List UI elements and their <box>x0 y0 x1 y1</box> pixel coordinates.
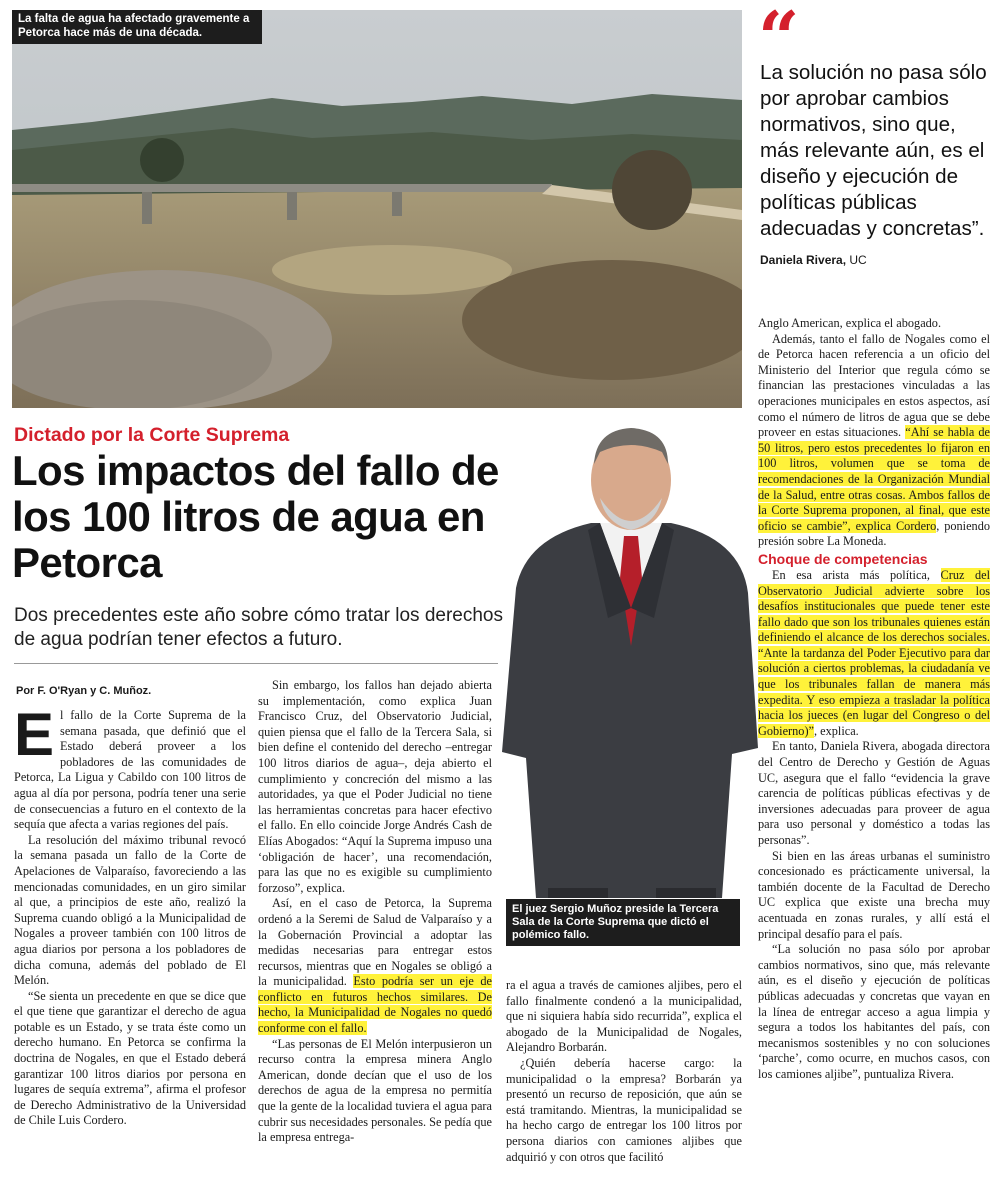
paragraph: La resolución del máximo tribunal revocó la semana pasada un fallo de la Corte de Apelaciones de Valparaíso, favoreciendo a las mencionadas comunidades, en un giro similar al que, a principios de este año, realizó la Suprema cuando obligó a la Municipalidad de Nogales a proveer también con 100 litros de agua diarios por persona a los pobladores de dicha comuna, además del poblado de El Melón. <box>14 832 246 988</box>
paragraph: En tanto, Daniela Rivera, abogada directora del Centro de Derecho y Gestión de Aguas UC, asegura que el fallo “evidencia la grave carencia de políticas públicas efectivas y de inversiones adecuadas para proveer de agua para uso personal y doméstico a todas las personas”. <box>758 739 990 847</box>
column-2 <box>258 678 492 1146</box>
kicker: Dictado por la Corte Suprema <box>14 424 290 446</box>
highlighted-text: Esto podría ser un eje de conflicto en futuros hechos similares. De hecho, la Municipalidad de Nogales no quedó conforme con el fallo. <box>258 974 492 1036</box>
paragraph-text: , poniendo presión sobre La Moneda. <box>758 518 990 549</box>
paragraph: ra el agua a través de camiones aljibes, pero el fallo finalmente condenó a la municipalidad, que ni siquiera había sido recurrida”, explica el abogado de la Municipalidad de Nogales, Alejandro Borbarán. <box>506 978 742 1055</box>
paragraph-text: En esa arista más política, <box>772 567 930 582</box>
column-4 <box>758 316 990 1083</box>
photo-caption: La falta de agua ha afectado gravemente a Petorca hace más de una década. <box>12 10 262 44</box>
paragraph: Anglo American, explica el abogado. <box>758 316 942 330</box>
paragraph: Si bien en las áreas urbanas el suministro concesionado es prácticamente universal, la también docente de la Facultad de Derecho UC explica que existe una brecha muy acentuada en zonas rurales, y allí está el principal desafío para el país. <box>758 848 990 941</box>
byline: Por F. O'Ryan y C. Muñoz. <box>16 685 152 697</box>
dry-riverbed-illustration <box>12 10 742 408</box>
portrait-photo <box>496 418 766 898</box>
paragraph-text: Así, en el caso de Petorca, la Suprema ordenó a la Seremi de Salud de Valparaíso y a la Gobernación Provincial a adoptar las medidas necesarias para entregar estos recursos, mientras que en Nogales se obligó a la municipalidad. <box>258 896 492 989</box>
paragraph: “Las personas de El Melón interpusieron un recurso contra la empresa minera Anglo American, donde decían que el uso de los derechos de agua de la empresa no permitía que la gente de la localidad tuviera el agua para cubrir sus necesidades personales. Se pedía que la empresa entrega- <box>258 1036 492 1145</box>
landscape-photo <box>12 10 742 408</box>
highlighted-text: Cruz del Observatorio Judicial advierte sobre los desafíos institucionales que puede tener este fallo dado que son los tribunales quienes están definiendo el alcance de los derechos sociales. “Ante la tardanza del Poder Ejecutivo para dar solución a ciertos problemas, la ciudadanía ve que los tribunales fallan de manera más expedita. Y eso empieza a trasladar la política hacia los jueces (en lugar del Congreso o del Gobierno)” <box>758 567 990 738</box>
portrait-caption: El juez Sergio Muñoz preside la Tercera Sala de la Corte Suprema que dictó el polémico fallo. <box>506 899 740 946</box>
quote-author-org: UC <box>849 253 867 267</box>
paragraph <box>14 701 246 833</box>
paragraph <box>758 332 990 550</box>
judge-portrait-illustration <box>496 418 766 898</box>
pull-quote: La solución no pasa sólo por aprobar cambios normativos, sino que, más relevante aún, es el diseño y ejecución de políticas públicas adecuadas y concretas”. <box>760 61 987 240</box>
column-1 <box>14 701 246 1129</box>
subheading: Choque de competencias <box>758 550 928 567</box>
paragraph: “La solución no pasa sólo por aprobar cambios normativos, sino que, más relevante aún, es el diseño y ejecución de políticas públicas adecuadas y concretas que vayan en la línea de entregar acceso a agua limpia y segura a todos los habitantes del país, con mecanismos sostenibles y no con soluciones ‘parche’, como ocurre, en muchos casos, con los camiones aljibe”, puntualiza Rivera. <box>758 942 990 1081</box>
paragraph: “Se sienta un precedente en que se dice que el que tiene que garantizar el derecho de agua potable es un Estado, y se trata éste como un derecho humano. En Petorca se confirma la doctrina de Nogales, en que el Estado deberá garantizar 100 litros diarios por persona en lugares de sequía extrema”, afirma el profesor de Derecho Administrativo de la Universidad de Chile Luis Cordero. <box>14 988 246 1128</box>
drop-cap: E <box>14 701 55 768</box>
paragraph-text: , explica. <box>814 723 859 738</box>
paragraph-text: Además, tanto el fallo de Nogales como el de Petorca hacen referencia a un oficio del Ministerio del Interior que regula cómo se financian las prestaciones vinculadas a las operaciones municipales en estos aspectos, así como el número de litros de agua que se debe proveer en estas situaciones. <box>758 331 990 440</box>
paragraph <box>758 568 990 740</box>
paragraph <box>258 896 492 1036</box>
paragraph: ¿Quién debería hacerse cargo: la municipalidad o la empresa? Borbarán ya presentó un recurso de reposición, que aún se está tramitando. Mientras, la municipalidad se ha hecho cargo de entregar los 100 litros por persona diarios con camiones aljibes que adquirió y con otros que facilitó <box>506 1055 742 1164</box>
column-3 <box>506 978 742 1165</box>
quote-author <box>760 253 867 267</box>
quote-author-name: Daniela Rivera, <box>760 253 847 267</box>
divider <box>14 663 498 664</box>
paragraph: Sin embargo, los fallos han dejado abierta su implementación, como explica Juan Francisco Cruz, del Observatorio Judicial, quien piensa que el fallo de la Tercera Sala, si bien define el contenido del derecho –entregar 100 litros diarios de agua–, deja abierto el cumplimiento y concreción del mismo a las autoridades, ya que el Poder Judicial no tiene las herramientas concretas para hacer efectivo el fallo. En ello coincide Jorge Andrés Cash de Elías Abogados: “Aquí la Suprema impuso una ‘obligación de hacer’, una recomendación, para las que no es exigible su cumplimiento forzoso”, explica. <box>258 678 492 895</box>
highlighted-text: “Ahí se habla de 50 litros, pero estos precedentes lo fijaron en 100 litros, volumen que se toma de recomendaciones de la Organización Mundial de la Salud, entre otras cosas. Ambos fallos de la Corte Suprema proponen, al final, que este oficio se cambie”, explica Cordero <box>758 425 991 533</box>
deck: Dos precedentes este año sobre cómo tratar los derechos de agua podrían tener efectos a futuro. <box>14 605 503 650</box>
paragraph-text: l fallo de la Corte Suprema de la semana pasada, que definió que el Estado deberá proveer a los pobladores de las comunidades de Petorca, La Ligua y Cabildo con 100 litros de agua al día por persona, podría tener una serie de consecuencias a futuro en el contexto de la sequía que afecta a varias regiones del país. <box>14 708 246 832</box>
headline: Los impactos del fallo de los 100 litros de agua en Petorca <box>12 447 499 586</box>
quote-mark-icon: “ <box>758 0 800 80</box>
